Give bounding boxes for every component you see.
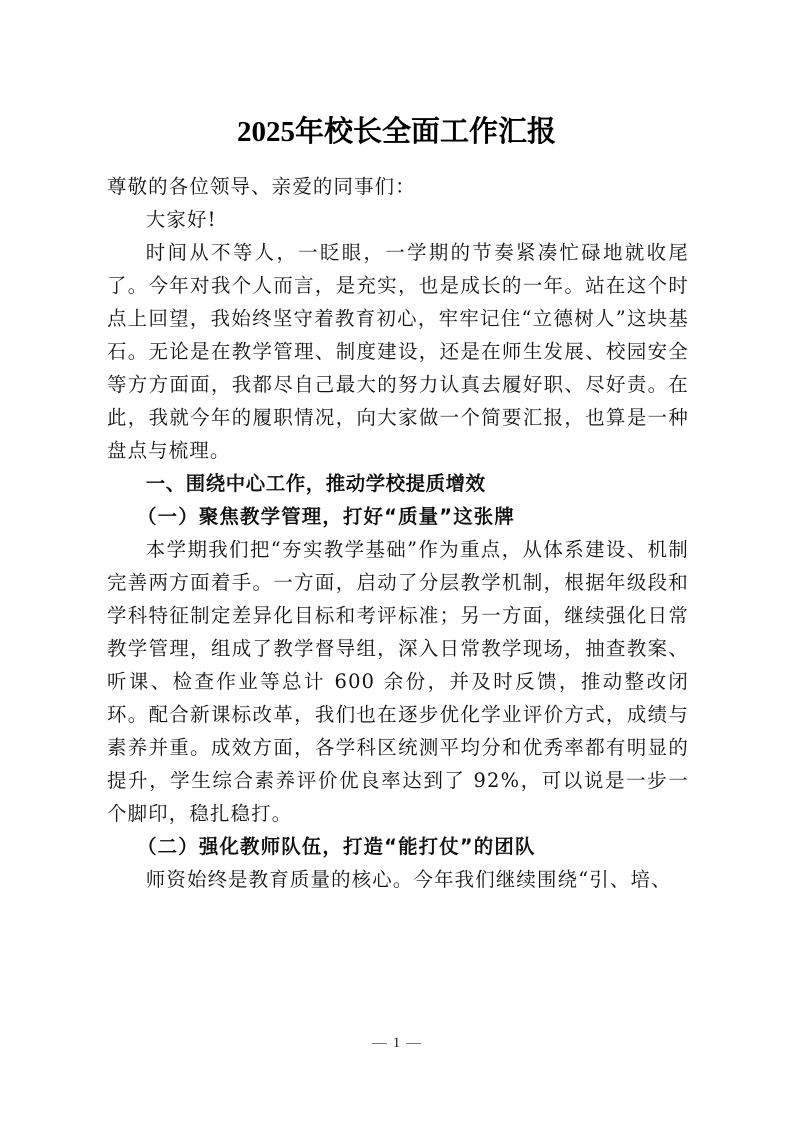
salutation: 尊敬的各位领导、亲爱的同事们：	[107, 175, 416, 198]
subsection-heading-2: （二）强化教师队伍，打造“能打仗”的团队	[137, 835, 536, 858]
dash-right-decoration	[406, 1043, 421, 1044]
document-title: 2025年校长全面工作汇报	[236, 116, 556, 148]
dash-left-decoration	[372, 1043, 387, 1044]
subsection-2-paragraph: 师资始终是教育质量的核心。今年我们继续围绕“引、培、	[145, 868, 672, 891]
section-heading-1: 一、围绕中心工作，推动学校提质增效	[145, 472, 486, 495]
greeting: 大家好!	[145, 208, 217, 231]
subsection-heading-1: （一）聚焦教学管理，打好“质量”这张牌	[137, 505, 515, 528]
subsection-1-paragraph: 本学期我们把“夯实教学基础”作为重点，从体系建设、机制完善两方面着手。一方面，启动了分层教学机制，根据年级段和学科特征制定差异化目标和考评标准；另一方面，继续强化日常教学管理，组成了教学督导组，深入日常教学现场，抽查教案、听课、检查作业等总计 600 余份，并及时反馈，推动整改闭环。配合新课标改革，我们也在逐步优化学业评价方式，成绩与素养并重。成效方面，各学科区统测平均分和优秀率都有明显的提升，学生综合素养评价优良率达到了 92%，可以说是一步一个脚印，稳扎稳打。	[107, 538, 689, 825]
page-number: 1	[392, 1035, 401, 1051]
document-body	[107, 170, 689, 896]
page-footer	[0, 1035, 793, 1052]
intro-paragraph: 时间从不等人，一眨眼，一学期的节奏紧凑忙碌地就收尾了。今年对我个人而言，是充实，也是成长的一年。站在这个时点上回望，我始终坚守着教育初心，牢牢记住“立德树人”这块基石。无论是在教学管理、制度建设，还是在师生发展、校园安全等方方面面，我都尽自己最大的努力认真去履好职、尽好责。在此，我就今年的履职情况，向大家做一个简要汇报，也算是一种盘点与梳理。	[107, 241, 689, 462]
